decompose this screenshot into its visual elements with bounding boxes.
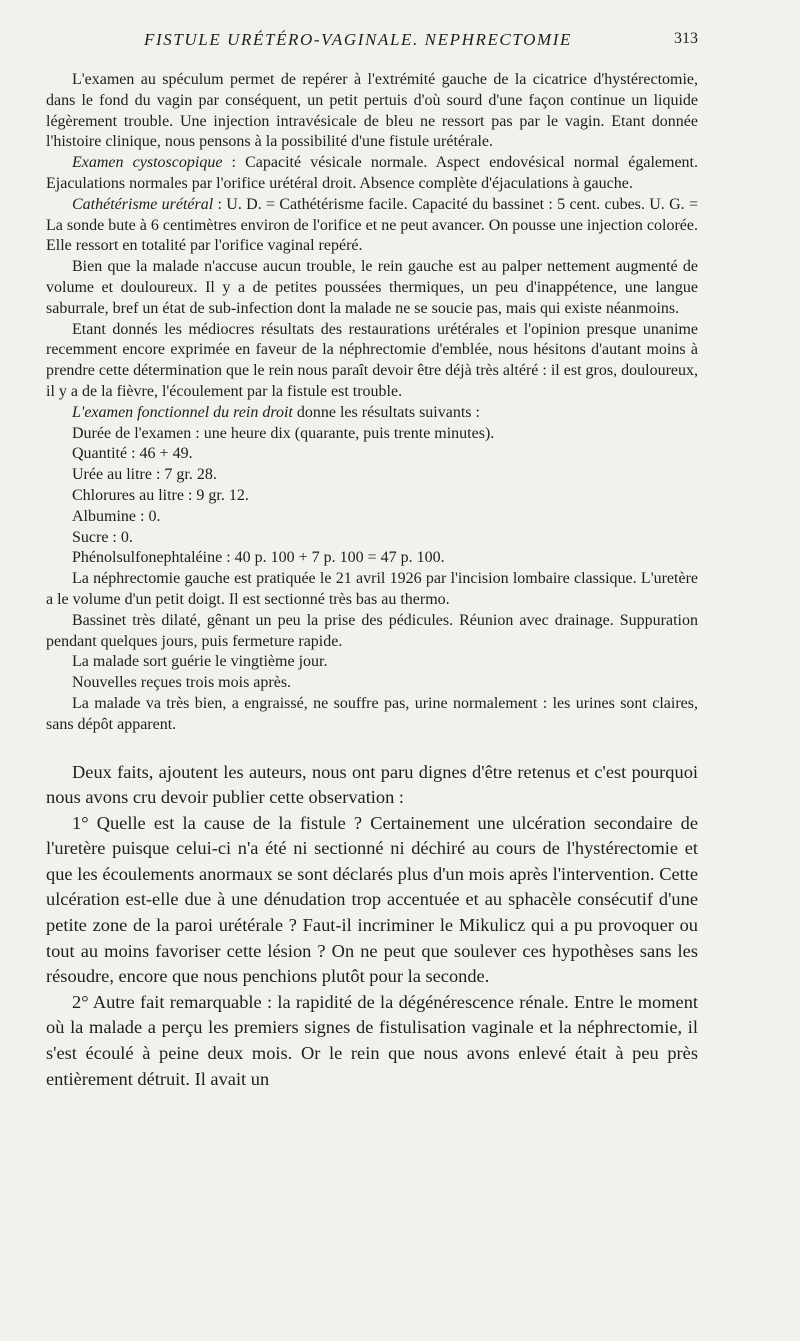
result-line-quantity: Quantité : 46 + 49. [72,445,193,463]
functional-exam-text: donne les résultats suivants : [292,403,480,421]
discussion-point-2: 2° Autre fait remarquable : la rapidité de la dégénérescence rénale. Entre le moment où la malade a perçu les premiers signes de fistulisation vaginale et la néphrectomie, il s'est écoulé à peine deux mois. Or le rein que nous avons enlevé était à peu près entièrement détruit. Il avait un [46,991,698,1089]
catheterism-text: : U. D. = Cathétérisme facile. Capacité du bassinet : 5 cent. cubes. U. G. = La sonde bute à 6 centimètres environ de l'orifice et ne peut avancer. On pousse une injection colorée. Elle ressort en totalité par l'orifice vaginal repéré. [46,195,698,255]
result-line-duration: Durée de l'examen : une heure dix (quarante, puis trente minutes). [72,424,495,442]
discussion-point-1: 1° Quelle est la cause de la fistule ? Certainement une ulcération secondaire de l'uretère puisque celui-ci n'a été ni sectionné ni déchiré au cours de l'hystérectomie et que les écoulements anormaux se sont déclarés plus d'un mois après l'intervention. Cette ulcération est-elle due à une dénudation trop accentuée et au sphacèle consécutif d'une petite zone de la paroi urétérale ? Faut-il incriminer le Mikulicz qui a pu provoquer ou tout au moins favoriser cette lésion ? On ne peut que soulever ces hypothèses sans les résoudre, encore que nous penchions plutôt pour la seconde. [46,812,698,987]
cystoscopy-label: Examen cystoscopique [72,154,223,172]
cystoscopy-paragraph [46,153,698,195]
case-report [46,70,698,736]
speculum-paragraph: L'examen au spéculum permet de repérer à l'extrémité gauche de la cicatrice d'hystérectomie, dans le fond du vagin par conséquent, un petit pertuis d'où sourd d'une façon continue un liquide légèrement trouble. Une injection intravésicale de bleu ne ressort pas par le vagin. Etant donnée l'histoire clinique, nous pensons à la possibilité d'une fistule urétérale. [46,71,698,151]
result-line-sugar: Sucre : 0. [72,528,133,546]
followup-paragraph: Nouvelles reçues trois mois après. [72,674,292,692]
pelvis-paragraph: Bassinet très dilaté, gênant un peu la prise des pédicules. Réunion avec drainage. Suppuration pendant quelques jours, puis fermeture rapide. [46,611,698,650]
decision-paragraph: Etant donnés les médiocres résultats des restaurations urétérales et l'opinion presque unanime recemment encore exprimée en faveur de la néphrectomie d'emblée, nous hésitons d'autant moins à prendre cette détermination que le rein nous paraît devoir être déjà très altéré : il est gros, douloureux, il y a de la fièvre, l'écoulement par la fistule est trouble. [46,320,698,400]
result-line-urea: Urée au litre : 7 gr. 28. [72,466,217,484]
functional-exam-paragraph [46,403,698,424]
book-page [46,26,698,1092]
result-line-psp: Phénolsulfonephtaléine : 40 p. 100 + 7 p. 100 = 47 p. 100. [72,549,445,567]
cystoscopy-text: : Capacité vésicale normale. Aspect endovésical normal également. Ejaculations normales par l'orifice urétéral droit. Absence complète d'éjaculations à gauche. [46,154,698,192]
discussion-intro: Deux faits, ajoutent les auteurs, nous ont paru dignes d'être retenus et c'est pourquoi nous avons cru devoir publier cette observation : [46,761,698,808]
result-line-albumin: Albumine : 0. [72,507,161,525]
result-line-chlorides: Chlorures au litre : 9 gr. 12. [72,486,249,504]
nephrectomy-paragraph: La néphrectomie gauche est pratiquée le 21 avril 1926 par l'incision lombaire classique. L'uretère a le volume d'un petit doigt. Il est sectionné très bas au thermo. [46,570,698,608]
functional-exam-label: L'examen fonctionnel du rein droit [72,403,293,421]
running-title: FISTULE URÉTÉRO-VAGINALE. NEPHRECTOMIE [144,30,573,49]
kidney-state-paragraph: Bien que la malade n'accuse aucun trouble, le rein gauche est au palper nettement augmenté de volume et douloureux. Il y a de petites poussées thermiques, un peu d'inappétence, une langue saburrale, bref un état de sub-infection dont la malade ne se soucie pas, mais qui existe néanmoins. [46,258,698,317]
discharge-paragraph: La malade sort guérie le vingtième jour. [72,653,328,671]
page-header [46,26,698,54]
catheterism-paragraph [46,195,698,257]
discussion [46,760,698,1093]
catheterism-label: Cathétérisme urétéral [72,195,214,213]
outcome-paragraph: La malade va très bien, a engraissé, ne souffre pas, urine normalement : les urines sont claires, sans dépôt apparent. [46,694,698,733]
page-number: 313 [674,30,698,47]
